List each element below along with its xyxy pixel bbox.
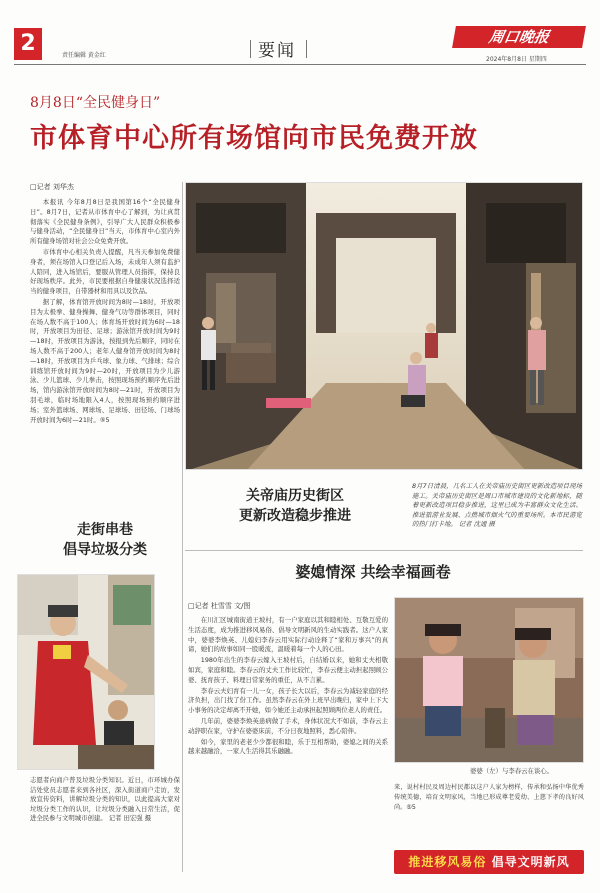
family-paragraph: 李春云夫妇育有一儿一女，孩子长大以后，李春云为减轻家庭的经济负担，出门找了份工作。虽然李春云在外上班早出晚归，家中上下大小事务的决定却离不开她，如今她还主动承担起照顾两位老人的责任。: [188, 686, 388, 715]
volunteer-caption: 志愿者向商户普及垃圾分类知识。近日，市环城办保洁处党员志愿者来到各社区，深入街道商户走访，发放宣传资料，讲解垃圾分类的知识，以此提高大家对垃圾分类工作的认识，让垃圾分类融入日常生活，促进全民参与文明城市创建。 记者 田宏强 摄: [30, 776, 180, 822]
newspaper-logo: 周口晚报: [452, 26, 586, 48]
family-photo-caption: 婆婆（左）与李春云在谈心。: [470, 767, 554, 775]
lead-paragraph: 本报讯 今年8月8日是我国第16个“全民健身日”。8月7日，记者从市体育中心了解到，为让真贯彻落实《全民健身条例》，引导广大人民群众积极参与健身活动，“全民健身日”当天，市体育中心室内外所有健身场馆对社会公众免费开放。: [30, 198, 180, 246]
trash-headline-line2: 倡导垃圾分类: [63, 542, 147, 558]
street-renovation-photo: [185, 182, 583, 470]
lead-kicker: 8月8日“全民健身日”: [30, 95, 161, 111]
family-body: [188, 616, 388, 871]
lead-paragraph: 据了解，体育馆开放时间为8时—18时，开放项目为太极拳、健身操舞、健身气功等群体项目，同时在场人数不高于100人；体育场开放时间为6时—18时，开放项目为田径、足球；游泳馆开放时间为9时—18时，开放项目为游泳，按报到先后顺序，同时在场人数不高于200人；老年人健身馆开放时间为8时—18时，开放项目为乒乓球、象力球、气排球；综合训练馆开放时间为9时—20时，开放项目为少儿游泳、少儿篮球、少儿拳击，按照现场预约顺序先后进场，馆内游泳馆开放时间为8时—21时，开放项目为羽毛球，临时场地限入4人，按照现场预约顺序进场；室外篮球场、网球场、足球场、田径场、门球场开放时间为6时—21时。⑤5: [30, 297, 180, 424]
column-divider: [182, 182, 183, 872]
civilization-banner: [394, 850, 584, 874]
family-paragraph: 1980年出生的李春云嫁入王坡村后，自结婚以来，她和丈夫相敬如宾，家庭和睦。李春云的丈夫工作比较忙，李春云便主动担起照顾公婆、抚育孩子、料理日常家务的重任，从不言累。: [188, 656, 388, 684]
masthead: [0, 0, 600, 68]
masthead-rule: [14, 64, 586, 65]
guandimiao-headline: [190, 486, 400, 526]
section-divider-right: [306, 40, 307, 58]
family-illustration: [395, 598, 584, 763]
section-divider-left: [250, 40, 251, 58]
lead-byline: □记者 刘华杰: [30, 183, 74, 191]
street-renovation-illustration: [186, 183, 583, 470]
family-photo: [394, 597, 584, 763]
lead-body: [30, 198, 180, 498]
section-divider: [185, 550, 583, 551]
family-paragraph: 如今，家里的老老少少都很和睦，乐于互相帮助，婆媳之间的关系越来越融洽，一家人生活得其乐融融。: [188, 737, 388, 756]
family-body-continued: 来，说村村民及周边村民都以这户人家为榜样，传承和弘扬中华优秀传统美德，培育文明家风，当地已形成尊老爱幼、上慈下孝的良好风尚。⑤5: [394, 784, 584, 811]
street-photo-caption: 8月7日清晨，几名工人在关帝庙历史街区更新改造项目现场施工。关帝庙历史街区是周口市城市建设的文化新地标，随着更新改造项目稳步推进，这里已成为丰富群众文化生活、推进旅游业发展、点燃城市烟火气的重要场所。本市民游览的热门打卡地。 记者 沈通 摄: [412, 482, 582, 528]
banner-part1: 推进移风易俗: [408, 855, 487, 869]
lead-headline: 市体育中心所有场馆向市民免费开放: [30, 123, 478, 154]
volunteer-illustration: [18, 575, 155, 770]
guandimiao-headline-line1: 关帝庙历史街区: [246, 488, 344, 504]
section-label: 要闻: [258, 41, 296, 61]
trash-sorting-headline: [30, 520, 180, 560]
volunteer-photo: [17, 574, 155, 770]
family-headline: 婆媳情深 共绘幸福画卷: [295, 563, 451, 581]
dateline: 2024年8月8日 星期四: [486, 56, 547, 63]
family-paragraph: 几年前，婆婆李焕英患病做了手术，身体状况大不如前，李春云主动辞职在家，守护在婆婆床前，不分日夜地照料，悉心陪伴。: [188, 716, 388, 735]
editor-credit: 责任编辑 黄金红: [62, 52, 106, 59]
family-byline: □记者 杜雪雪 文/图: [188, 602, 251, 610]
guandimiao-headline-line2: 更新改造稳步推进: [239, 508, 351, 524]
trash-headline-line1: 走街串巷: [77, 522, 133, 538]
lead-paragraph: 市体育中心相关负责人提醒，凡当天参加免费健身者，须在场馆入口登记后入场，未成年人须有监护人陪同，进入场馆后，要服从管理人员指挥，保持良好现场秩序。此外，市民要根据自身健康状况选择适当的健身项目，自带器材和用具以及饮品。: [30, 247, 180, 296]
banner-part2: 倡导文明新风: [491, 855, 570, 869]
page-number: 2: [14, 28, 42, 60]
family-paragraph: 在川汇区城南街道王坡村，有一户家庭以其和睦相处、互敬互爱的生活态度，成为推进移风易俗、倡导文明新风的生动实践者。这户人家中，婆婆李焕英、儿媳妇李春云用实际行动诠释了“家和万事兴”的真谛，她们的故事如同一股暖流，温暖着每一个人的心田。: [188, 616, 388, 654]
